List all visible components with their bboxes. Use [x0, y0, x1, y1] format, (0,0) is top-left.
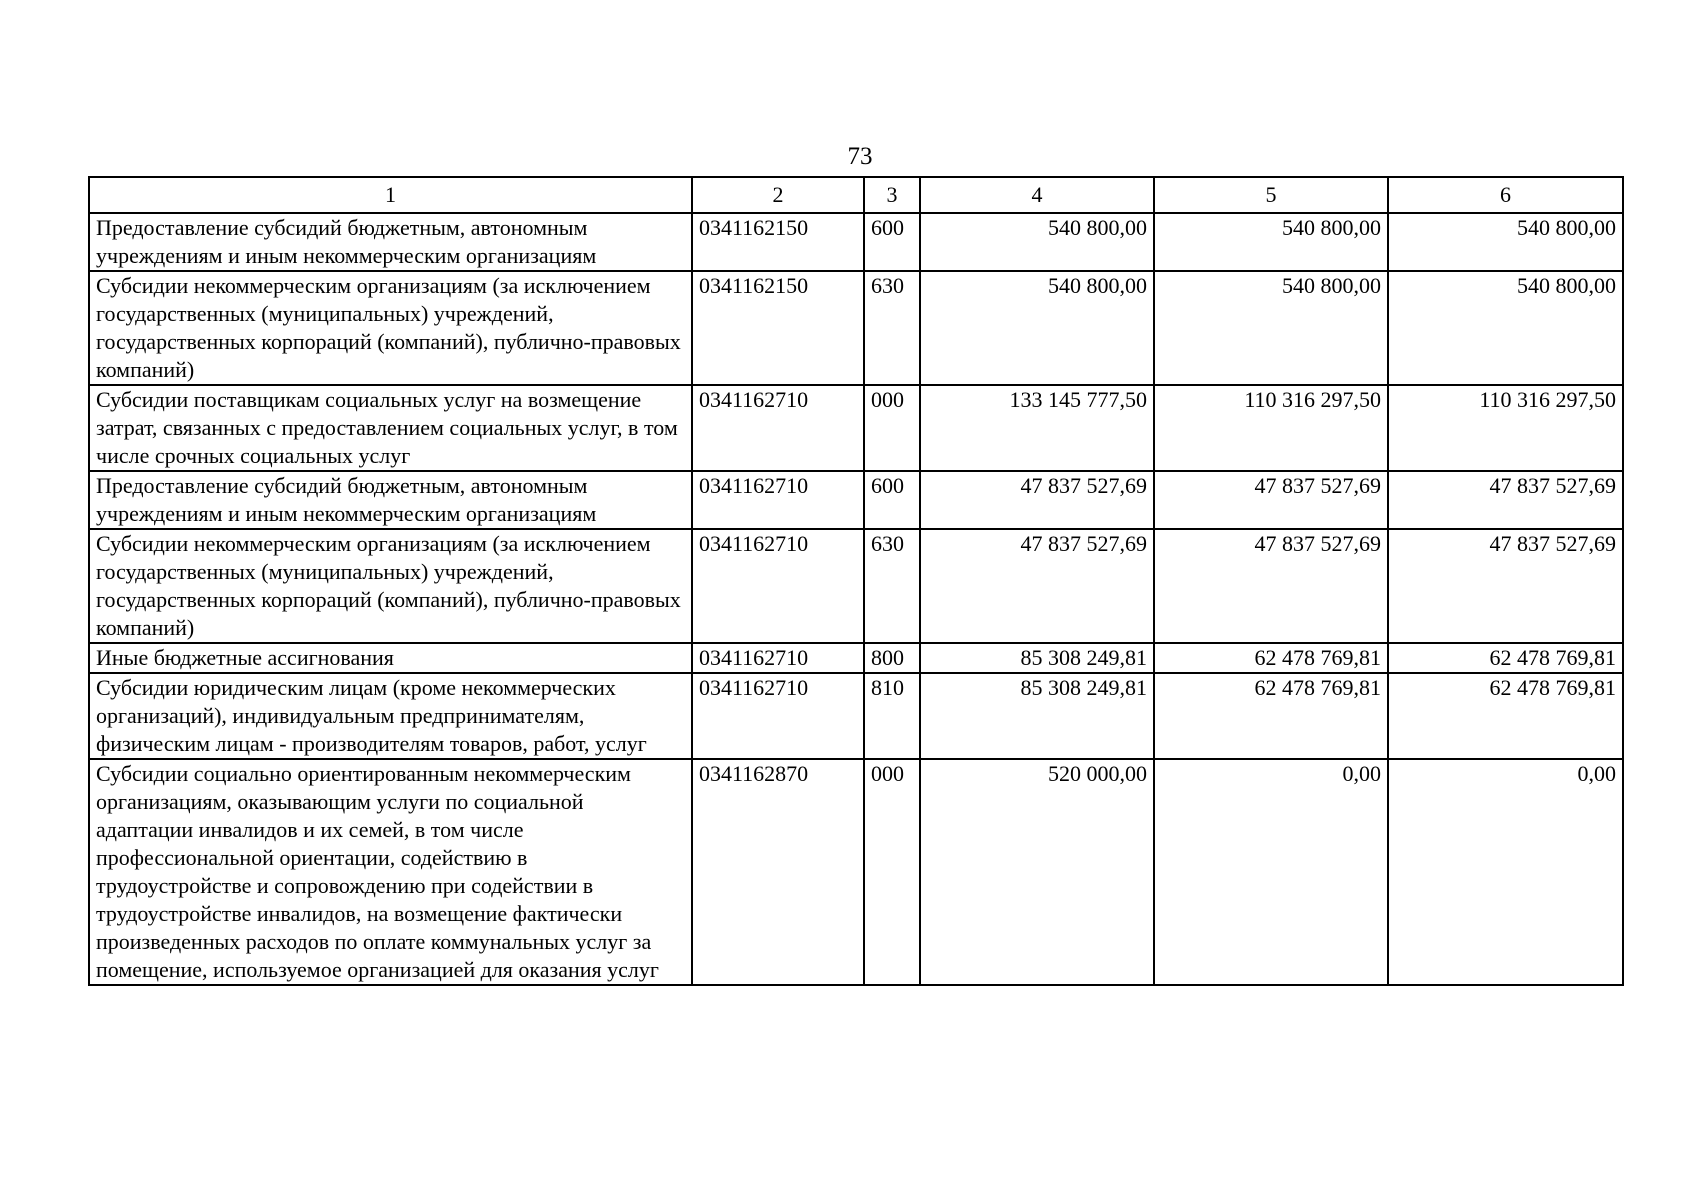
table-row	[89, 673, 1623, 759]
page-number: 73	[847, 143, 873, 170]
table-row	[89, 213, 1623, 271]
row-amount: 47 837 527,69	[1154, 529, 1388, 643]
row-target-code: 0341162710	[692, 385, 864, 471]
row-expense-type: 000	[864, 759, 920, 985]
column-header: 4	[920, 177, 1154, 213]
row-description: Субсидии поставщикам социальных услуг на возмещение затрат, связанных с предоставлением социальных услуг, в том числе срочных социальных услуг	[89, 385, 692, 471]
column-header: 3	[864, 177, 920, 213]
row-amount: 0,00	[1154, 759, 1388, 985]
row-expense-type: 630	[864, 529, 920, 643]
row-amount: 47 837 527,69	[920, 529, 1154, 643]
row-amount: 520 000,00	[920, 759, 1154, 985]
column-header: 6	[1388, 177, 1623, 213]
row-target-code: 0341162710	[692, 673, 864, 759]
row-expense-type: 600	[864, 213, 920, 271]
row-description: Предоставление субсидий бюджетным, автономным учреждениям и иным некоммерческим организациям	[89, 213, 692, 271]
row-amount: 62 478 769,81	[1154, 673, 1388, 759]
row-amount: 47 837 527,69	[920, 471, 1154, 529]
row-amount: 62 478 769,81	[1388, 643, 1623, 673]
row-expense-type: 810	[864, 673, 920, 759]
table-row	[89, 643, 1623, 673]
column-header: 2	[692, 177, 864, 213]
row-amount: 110 316 297,50	[1388, 385, 1623, 471]
row-amount: 133 145 777,50	[920, 385, 1154, 471]
row-amount: 47 837 527,69	[1154, 471, 1388, 529]
row-expense-type: 000	[864, 385, 920, 471]
row-amount: 62 478 769,81	[1388, 673, 1623, 759]
row-expense-type: 630	[864, 271, 920, 385]
row-expense-type: 800	[864, 643, 920, 673]
row-target-code: 0341162870	[692, 759, 864, 985]
table-header-row	[89, 177, 1623, 213]
table-row	[89, 759, 1623, 985]
row-amount: 540 800,00	[920, 213, 1154, 271]
row-amount: 47 837 527,69	[1388, 529, 1623, 643]
row-target-code: 0341162710	[692, 529, 864, 643]
row-amount: 540 800,00	[920, 271, 1154, 385]
row-amount: 110 316 297,50	[1154, 385, 1388, 471]
row-description: Субсидии юридическим лицам (кроме некоммерческих организаций), индивидуальным предпринимателям, физическим лицам - производителям товаров, работ, услуг	[89, 673, 692, 759]
row-amount: 47 837 527,69	[1388, 471, 1623, 529]
row-amount: 540 800,00	[1154, 271, 1388, 385]
row-description: Субсидии социально ориентированным некоммерческим организациям, оказывающим услуги по социальной адаптации инвалидов и их семей, в том числе профессиональной ориентации, содействию в трудоустройстве и сопровождению при содействии в трудоустройстве инвалидов, на возмещение фактически произведенных расходов по оплате коммунальных услуг за помещение, используемое организацией для оказания услуг	[89, 759, 692, 985]
row-expense-type: 600	[864, 471, 920, 529]
row-amount: 540 800,00	[1154, 213, 1388, 271]
column-header: 1	[89, 177, 692, 213]
table-row	[89, 529, 1623, 643]
row-target-code: 0341162710	[692, 471, 864, 529]
row-description: Субсидии некоммерческим организациям (за исключением государственных (муниципальных) учреждений, государственных корпораций (компаний), публично-правовых компаний)	[89, 529, 692, 643]
row-target-code: 0341162150	[692, 271, 864, 385]
row-description: Иные бюджетные ассигнования	[89, 643, 692, 673]
row-amount: 540 800,00	[1388, 271, 1623, 385]
row-target-code: 0341162150	[692, 213, 864, 271]
row-amount: 0,00	[1388, 759, 1623, 985]
row-amount: 540 800,00	[1388, 213, 1623, 271]
column-header: 5	[1154, 177, 1388, 213]
table-row	[89, 271, 1623, 385]
row-description: Субсидии некоммерческим организациям (за исключением государственных (муниципальных) учреждений, государственных корпораций (компаний), публично-правовых компаний)	[89, 271, 692, 385]
budget-table	[88, 176, 1624, 986]
table-row	[89, 385, 1623, 471]
row-amount: 85 308 249,81	[920, 673, 1154, 759]
row-target-code: 0341162710	[692, 643, 864, 673]
row-amount: 62 478 769,81	[1154, 643, 1388, 673]
row-description: Предоставление субсидий бюджетным, автономным учреждениям и иным некоммерческим организациям	[89, 471, 692, 529]
table-row	[89, 471, 1623, 529]
row-amount: 85 308 249,81	[920, 643, 1154, 673]
